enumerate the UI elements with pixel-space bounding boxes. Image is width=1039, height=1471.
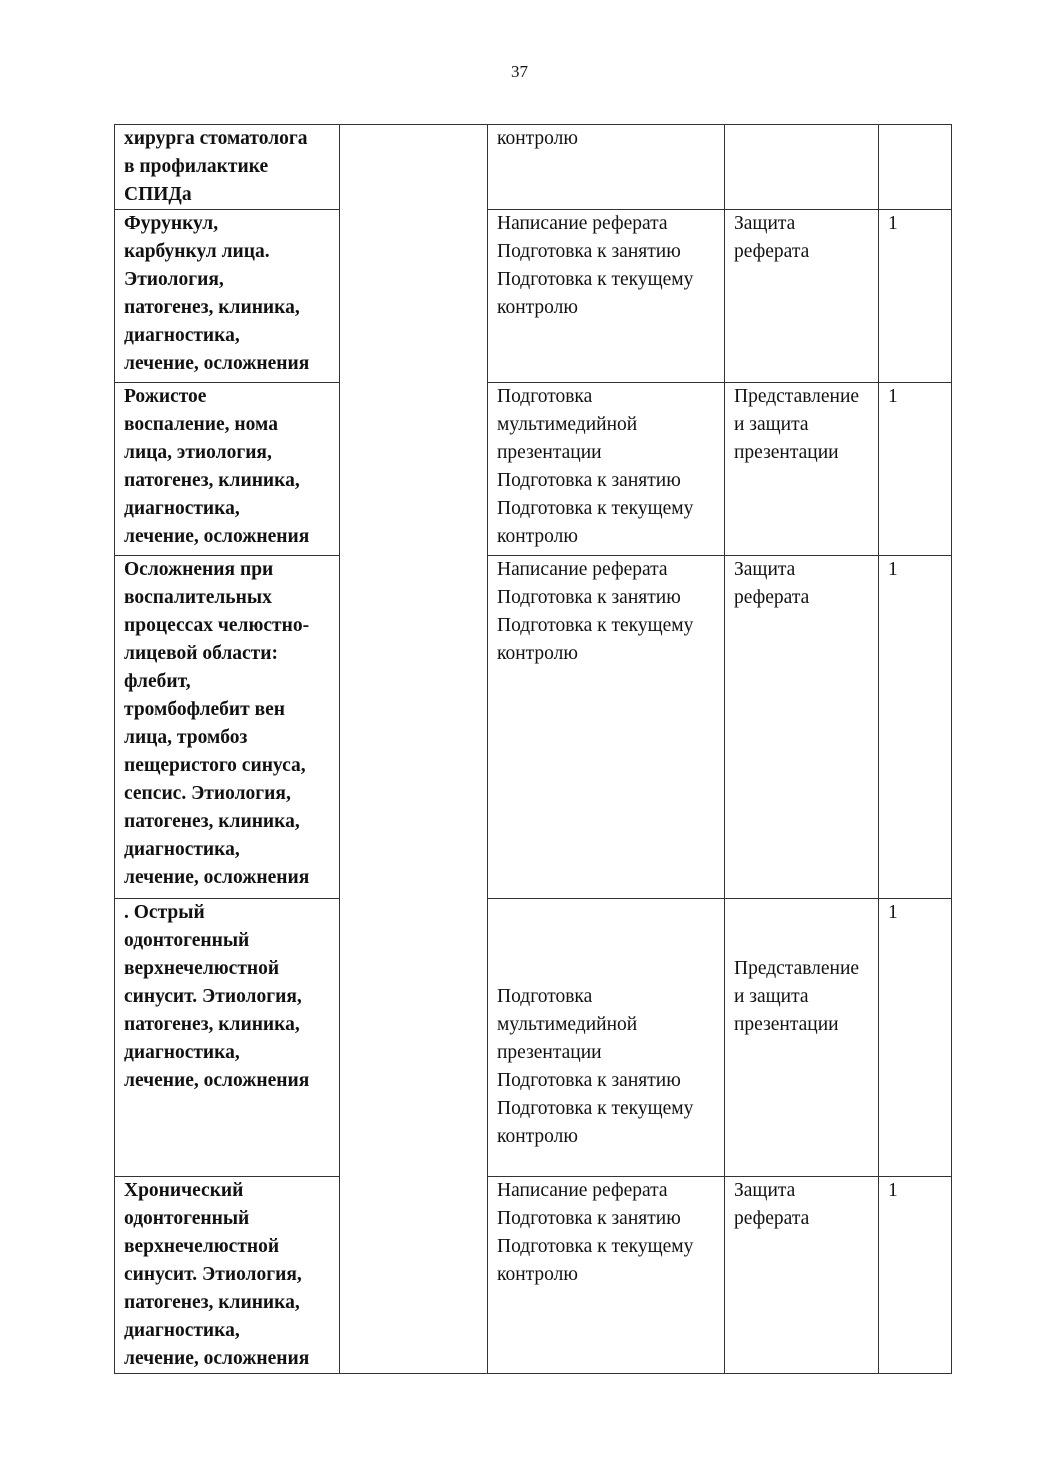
work-line: Подготовка к текущему <box>497 498 694 519</box>
table-row <box>115 899 952 1177</box>
work-line: Написание реферата <box>497 213 668 234</box>
work-line: контролю <box>497 1126 578 1147</box>
topic-line: диагностика, <box>124 498 240 519</box>
topic-line: . Острый <box>124 902 205 923</box>
work-cell <box>488 899 725 1177</box>
topic-line: патогенез, клиника, <box>124 1292 300 1313</box>
form-line: Представление <box>734 386 860 407</box>
topic-line: воспалительных <box>124 587 272 608</box>
work-cell <box>488 1177 725 1374</box>
topic-line: одонтогенный <box>124 930 250 951</box>
topic-line: лица, тромбоз <box>124 727 248 748</box>
topic-line: карбункул лица. <box>124 241 270 262</box>
topic-line: лечение, осложнения <box>124 353 310 374</box>
topic-line: патогенез, клиника, <box>124 297 300 318</box>
topic-line: патогенез, клиника, <box>124 470 300 491</box>
form-line: презентации <box>734 1014 839 1035</box>
topic-line: лицевой области: <box>124 643 278 664</box>
topic-line: лечение, осложнения <box>124 1070 310 1091</box>
work-line: мультимедийной <box>497 1014 638 1035</box>
form-line: Защита <box>734 1180 796 1201</box>
work-line: Подготовка <box>497 986 593 1007</box>
work-line: Написание реферата <box>497 559 668 580</box>
grade-cell: 1 <box>879 383 952 556</box>
table-row <box>115 210 952 383</box>
topic-line: Рожистое <box>124 386 207 407</box>
topic-line: в профилактике <box>124 156 269 177</box>
work-line: контролю <box>497 643 578 664</box>
form-line: реферата <box>734 587 810 608</box>
form-line: реферата <box>734 1208 810 1229</box>
work-line: Подготовка к текущему <box>497 1236 694 1257</box>
work-line: Подготовка к занятию <box>497 1070 681 1091</box>
topic-line: Фурункул, <box>124 213 219 234</box>
work-line: Написание реферата <box>497 1180 668 1201</box>
form-line: Представление <box>734 958 860 979</box>
table-row <box>115 556 952 899</box>
work-line: контролю <box>497 526 578 547</box>
topic-cell <box>115 383 340 556</box>
table-row <box>115 1177 952 1374</box>
work-line: Подготовка к занятию <box>497 1208 681 1229</box>
topic-line: сепсис. Этиология, <box>124 783 291 804</box>
form-line: и защита <box>734 986 809 1007</box>
topic-line: синусит. Этиология, <box>124 986 302 1007</box>
topic-cell <box>115 556 340 899</box>
topic-line: верхнечелюстной <box>124 958 280 979</box>
topic-line: диагностика, <box>124 839 240 860</box>
topic-cell <box>115 125 340 210</box>
work-line: Подготовка <box>497 386 593 407</box>
topic-line: Осложнения при <box>124 559 274 580</box>
topic-line: флебит, <box>124 671 191 692</box>
work-cell <box>488 556 725 899</box>
work-line: Подготовка к занятию <box>497 587 681 608</box>
topic-line: патогенез, клиника, <box>124 811 300 832</box>
topic-line: процессах челюстно- <box>124 615 310 636</box>
table-row <box>115 125 952 210</box>
work-line: Подготовка к текущему <box>497 615 694 636</box>
topic-line: лечение, осложнения <box>124 867 310 888</box>
topic-line: диагностика, <box>124 325 240 346</box>
work-line: Подготовка к текущему <box>497 1098 694 1119</box>
topic-line: лечение, осложнения <box>124 1348 310 1369</box>
topic-line: лица, этиология, <box>124 442 272 463</box>
topic-line: воспаление, нома <box>124 414 278 435</box>
topic-cell <box>115 899 340 1177</box>
table-row <box>115 383 952 556</box>
grade-cell: 1 <box>879 556 952 899</box>
grade-cell: 1 <box>879 1177 952 1374</box>
topic-line: хирурга стоматолога <box>124 128 308 149</box>
form-line: Защита <box>734 213 796 234</box>
work-line: Подготовка к текущему <box>497 269 694 290</box>
topic-line: пещеристого синуса, <box>124 755 306 776</box>
work-line: Подготовка к занятию <box>497 241 681 262</box>
work-cell <box>488 383 725 556</box>
topic-line: одонтогенный <box>124 1208 250 1229</box>
topic-line: Хронический <box>124 1180 244 1201</box>
form-cell <box>725 1177 879 1374</box>
grade-cell <box>879 125 952 210</box>
form-line: Защита <box>734 559 796 580</box>
form-line: презентации <box>734 442 839 463</box>
form-cell <box>725 383 879 556</box>
form-cell <box>725 210 879 383</box>
topic-line: лечение, осложнения <box>124 526 310 547</box>
topic-line: патогенез, клиника, <box>124 1014 300 1035</box>
topic-line: тромбофлебит вен <box>124 699 286 720</box>
work-line: контролю <box>497 1264 578 1285</box>
form-cell <box>725 125 879 210</box>
topic-line: диагностика, <box>124 1042 240 1063</box>
form-cell <box>725 556 879 899</box>
topic-line: СПИДа <box>124 184 192 205</box>
work-cell <box>488 125 725 210</box>
topic-cell <box>115 210 340 383</box>
grade-cell: 1 <box>879 210 952 383</box>
topic-line: диагностика, <box>124 1320 240 1341</box>
form-cell <box>725 899 879 1177</box>
work-line: контролю <box>497 297 578 318</box>
work-cell <box>488 210 725 383</box>
work-line: контролю <box>497 128 578 149</box>
grade-cell: 1 <box>879 899 952 1177</box>
page-number: 37 <box>511 62 528 81</box>
empty-merged-cell <box>340 125 488 1374</box>
topic-cell <box>115 1177 340 1374</box>
form-line: реферата <box>734 241 810 262</box>
study-plan-table <box>114 124 952 1374</box>
topic-line: верхнечелюстной <box>124 1236 280 1257</box>
work-line: Подготовка к занятию <box>497 470 681 491</box>
work-line: презентации <box>497 1042 602 1063</box>
topic-line: Этиология, <box>124 269 224 290</box>
form-line: и защита <box>734 414 809 435</box>
work-line: презентации <box>497 442 602 463</box>
work-line: мультимедийной <box>497 414 638 435</box>
topic-line: синусит. Этиология, <box>124 1264 302 1285</box>
